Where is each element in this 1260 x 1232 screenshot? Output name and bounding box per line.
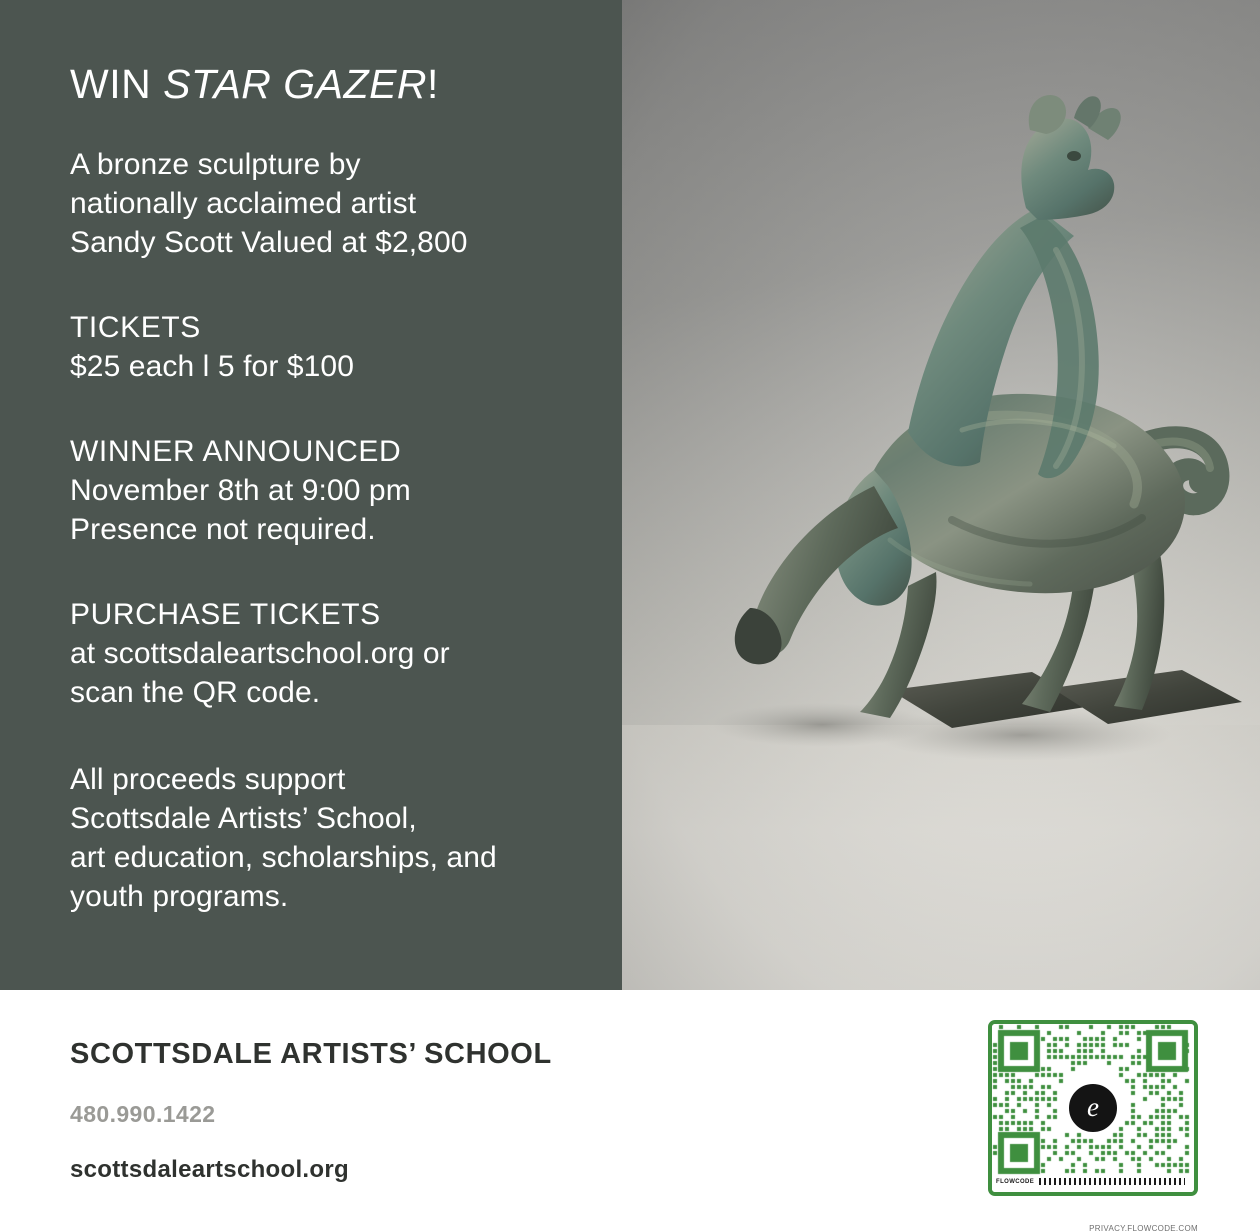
footer-bar xyxy=(0,990,1260,1232)
intro-line-2: nationally acclaimed artist xyxy=(70,187,417,221)
proceeds-line-4: youth programs. xyxy=(70,880,289,914)
tickets-price: $25 each l 5 for $100 xyxy=(70,350,354,384)
flowcode-glyph: e xyxy=(1087,1091,1099,1122)
winner-date: November 8th at 9:00 pm xyxy=(70,474,411,508)
sculpture-photo xyxy=(622,0,1260,990)
intro-line-1: A bronze sculpture by xyxy=(70,148,361,182)
qr-code-flowcode[interactable] xyxy=(988,1020,1198,1232)
tickets-block xyxy=(70,308,578,386)
proceeds-block xyxy=(70,760,578,916)
organization-name: SCOTTSDALE ARTISTS’ SCHOOL xyxy=(70,1038,552,1070)
page-title xyxy=(70,62,578,107)
purchase-block xyxy=(70,595,578,712)
purchase-line-1: at scottsdaleartschool.org or xyxy=(70,637,450,671)
proceeds-line-3: art education, scholarships, and xyxy=(70,841,497,875)
winner-heading: WINNER ANNOUNCED xyxy=(70,435,402,469)
phone-number[interactable]: 480.990.1422 xyxy=(70,1101,216,1127)
website-link[interactable]: scottsdaleartschool.org xyxy=(70,1156,349,1183)
info-panel xyxy=(0,0,622,990)
purchase-line-2: scan the QR code. xyxy=(70,676,321,710)
proceeds-line-1: All proceeds support xyxy=(70,763,346,797)
winner-block xyxy=(70,432,578,549)
purchase-heading: PURCHASE TICKETS xyxy=(70,598,381,632)
intro-line-3: Sandy Scott Valued at $2,800 xyxy=(70,226,468,260)
intro-block xyxy=(70,145,578,262)
qr-footer-strip xyxy=(996,1178,1190,1185)
proceeds-line-2: Scottsdale Artists’ School, xyxy=(70,802,417,836)
headline-emphasis: STAR GAZER xyxy=(163,61,428,107)
flowcode-logo-icon xyxy=(1066,1081,1120,1135)
tickets-heading: TICKETS xyxy=(70,311,201,345)
headline-pre: WIN xyxy=(70,61,164,107)
headline-post: ! xyxy=(427,61,439,107)
barcode-strip-icon xyxy=(1039,1178,1185,1185)
winner-note: Presence not required. xyxy=(70,513,376,547)
flowcode-brand-label: FLOWCODE xyxy=(996,1178,1035,1185)
bronze-horse-illustration xyxy=(622,0,1260,990)
qr-frame[interactable] xyxy=(988,1020,1198,1196)
qr-privacy-label: PRIVACY.FLOWCODE.COM xyxy=(1089,1224,1198,1232)
